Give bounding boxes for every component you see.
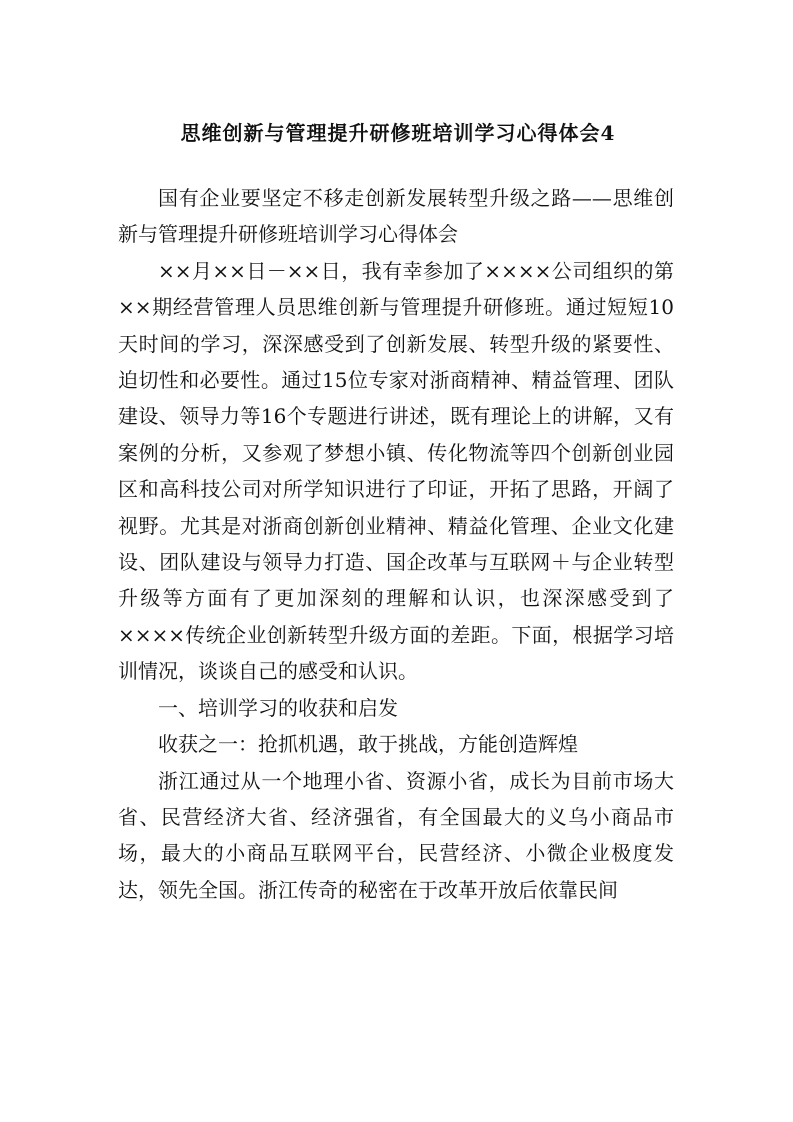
paragraph-subtitle: 国有企业要坚定不移走创新发展转型升级之路——思维创新与管理提升研修班培训学习心得体会 bbox=[118, 186, 674, 247]
document-title: 思维创新与管理提升研修班培训学习心得体会4 bbox=[180, 121, 616, 145]
paragraph-intro: ××月××日－××日，我有幸参加了××××公司组织的第××期经营管理人员思维创新与管理提升研修班。通过短短10天时间的学习，深深感受到了创新发展、转型升级的紧要性、迫切性和必要性。通过15位专家对浙商精神、精益管理、团队建设、领导力等16个专题进行讲述，既有理论上的讲解，又有案例的分析，又参观了梦想小镇、传化物流等四个创新创业园区和高科技公司对所学知识进行了印证，开拓了思路，开阔了视野。尤其是对浙商创新创业精神、精益化管理、企业文化建设、团队建设与领导力打造、国企改革与互联网＋与企业转型升级等方面有了更加深刻的理解和认识，也深深感受到了××××传统企业创新转型升级方面的差距。下面，根据学习培训情况，谈谈自己的感受和认识。 bbox=[118, 258, 674, 684]
section-heading: 一、培训学习的收获和启发 bbox=[158, 695, 398, 720]
paragraph-zhejiang: 浙江通过从一个地理小省、资源小省，成长为目前市场大省、民营经济大省、经济强省，有全国最大的义乌小商品市场，最大的小商品互联网平台，民营经济、小微企业极度发达，领先全国。浙江传奇的秘密在于改革开放后依靠民间 bbox=[118, 768, 674, 902]
document-body bbox=[118, 180, 674, 908]
subsection-heading: 收获之一：抢抓机遇，敢于挑战，方能创造辉煌 bbox=[158, 732, 578, 757]
